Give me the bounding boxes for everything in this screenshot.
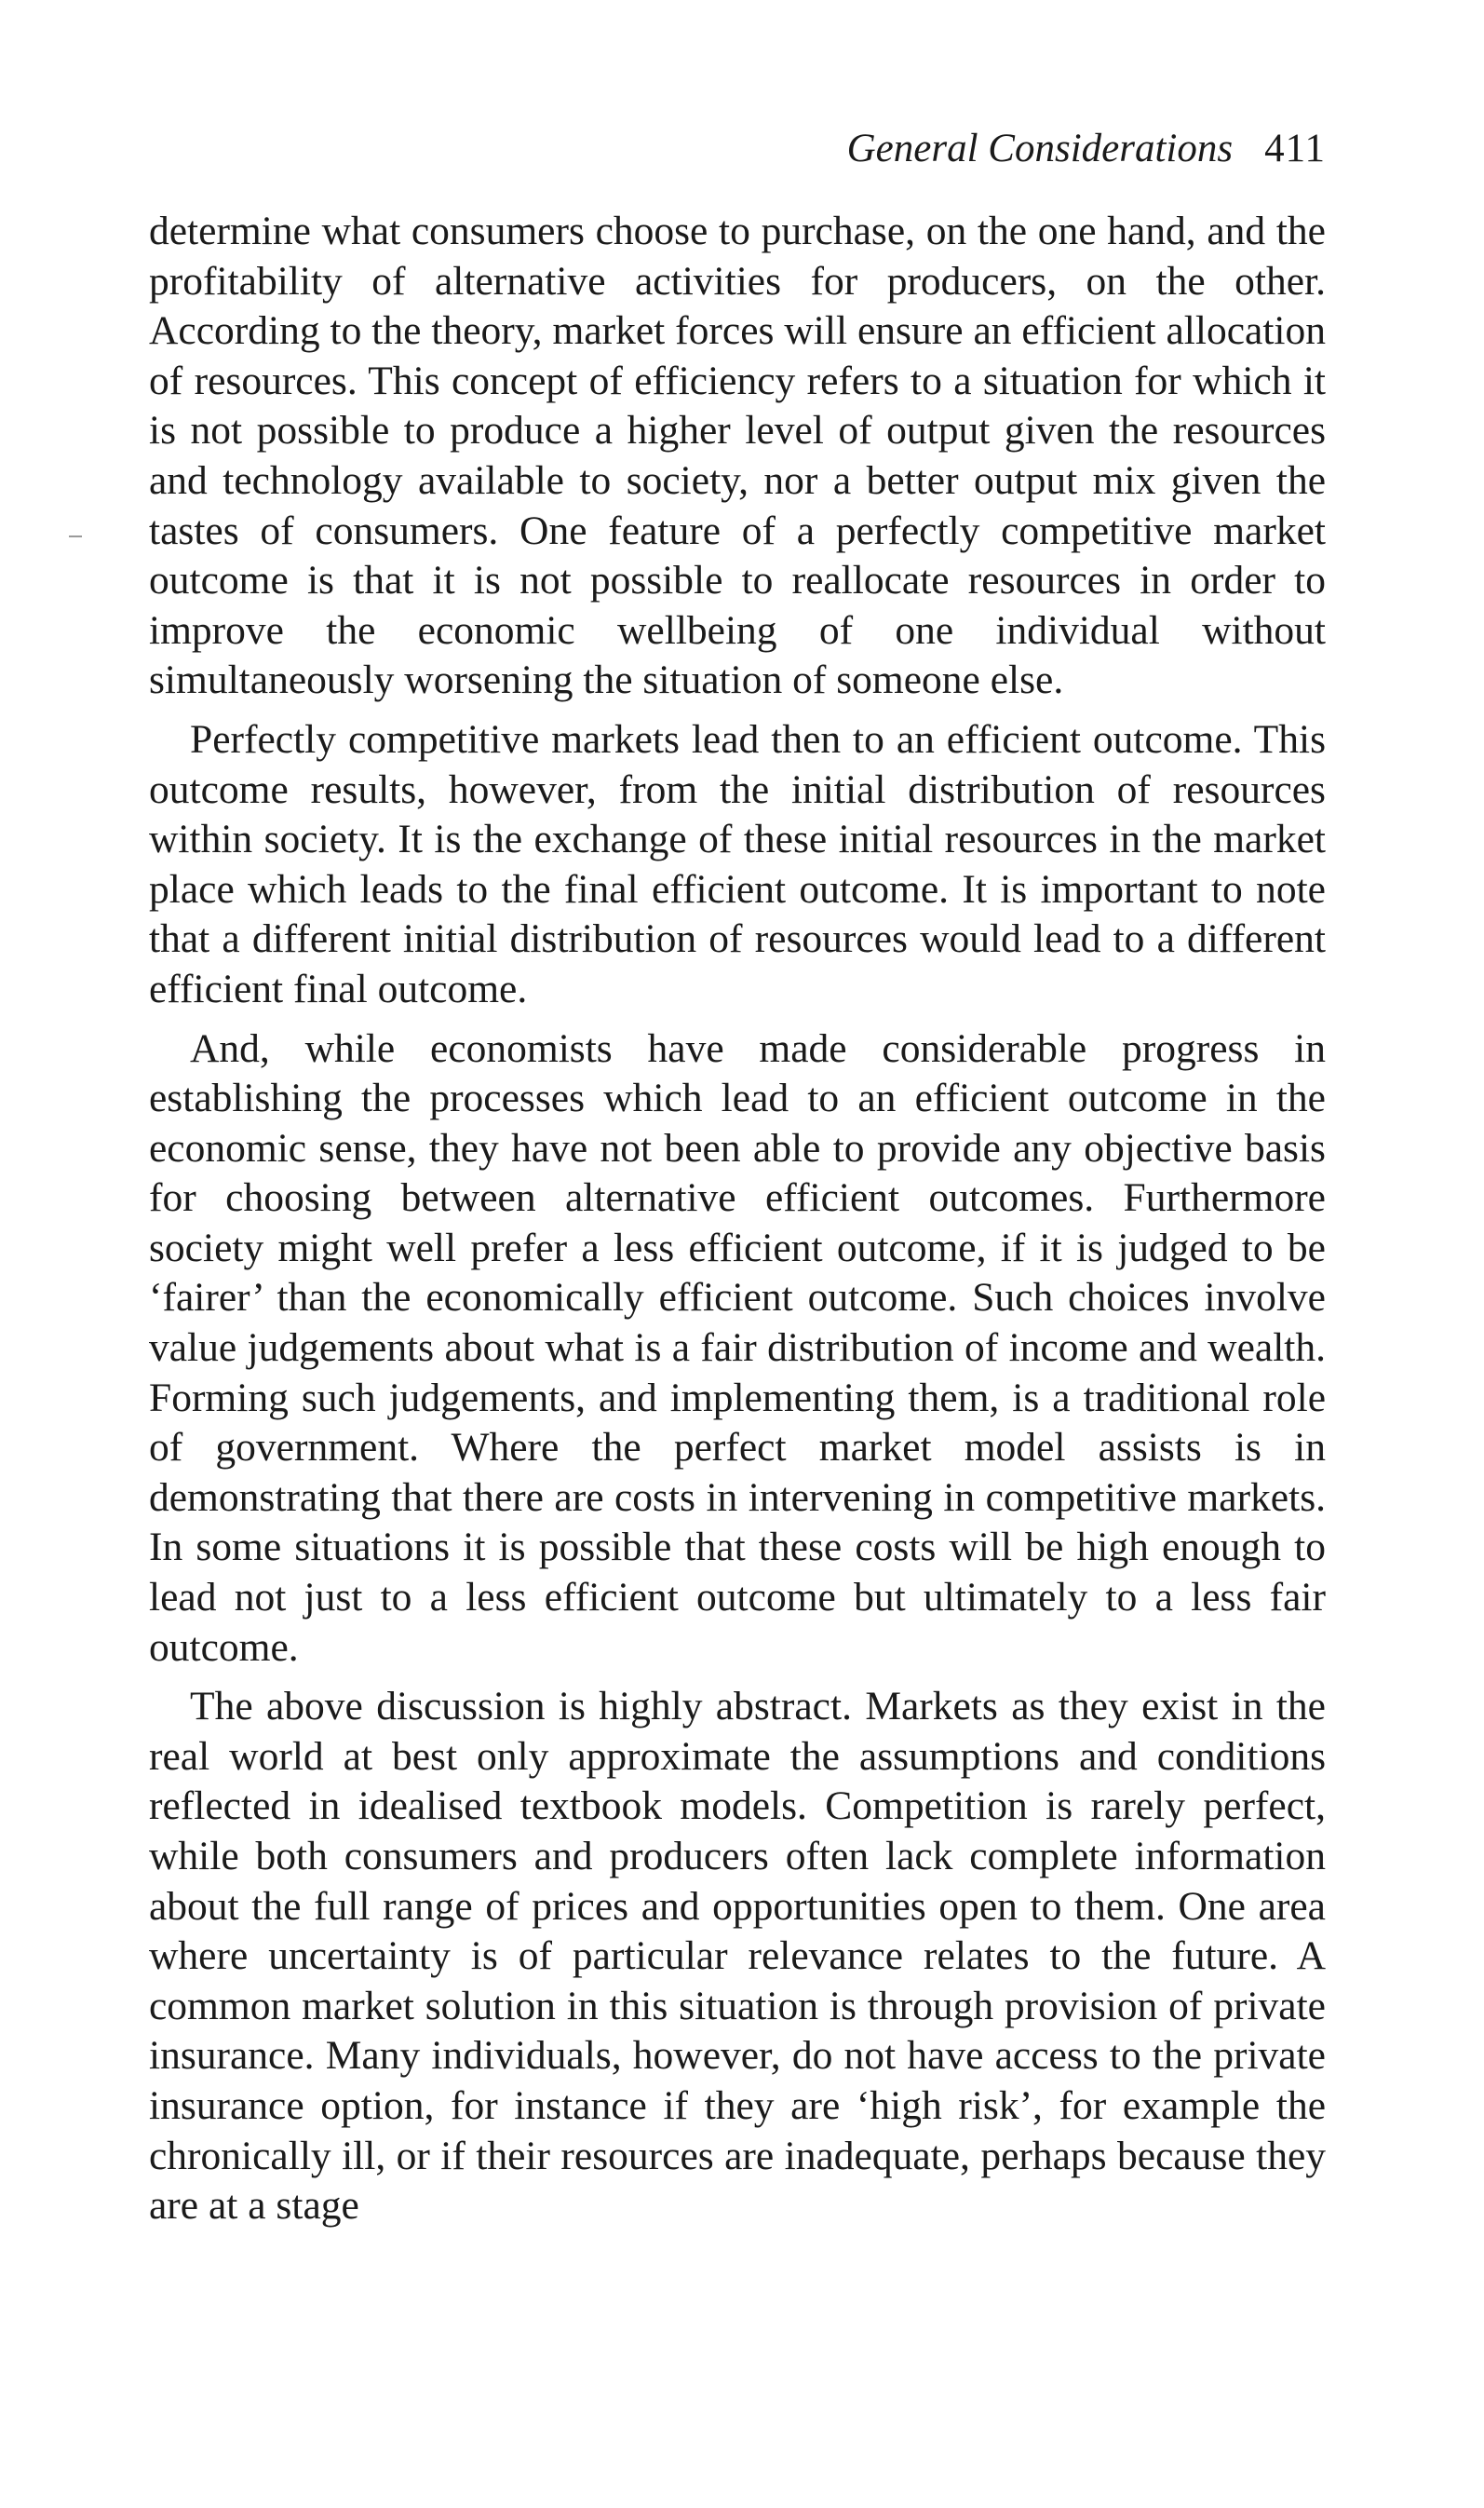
paragraph-2: Perfectly competitive markets lead then to an efficient outcome. This outcome results, however, from the initial distribution of resources within society. It is the exchange of these initial resources in the market place which leads to the final efficient outcome. It is important to note that a different initial distribution of resources would lead to a different efficient final outcome. [149,716,1326,1011]
margin-mark [69,535,82,537]
paragraph-4: The above discussion is highly abstract. Markets as they exist in the real world at best only approximate the assumptions and conditions reflected in idealised textbook models. Competition is rarely perfect, while both consumers and producers often lack complete information about the full range of prices and opportunities open to them. One area where uncertainty is of particular relevance relates to the future. A common market solution in this situation is through provision of private insurance. Many individuals, however, do not have access to the private insurance option, for instance if they are ‘high risk’, for example the chronically ill, or if their resources are inadequate, perhaps because they are at a stage [149,1684,1326,2229]
running-head [847,121,1326,177]
paragraph-3: And, while economists have made considerable progress in establishing the processes which lead to an efficient outcome in the economic sense, they have not been able to provide any objective basis for choosing between alternative efficient outcomes. Furthermore society might well prefer a less efficient outcome, if it is judged to be ‘fairer’ than the economically efficient outcome. Such choices involve value judgements about what is a fair distribution of income and wealth. Forming such judgements, and implementing them, is a traditional role of government. Where the perfect market model assists is in demonstrating that there are costs in intervening in competitive markets. In some situations it is possible that these costs will be high enough to lead not just to a less efficient outcome but ultimately to a less fair outcome. [149,1025,1326,1670]
page-number: 411 [1264,127,1326,170]
paragraph-1: determine what consumers choose to purchase, on the one hand, and the profitability of alternative activities for producers, on the other. According to the theory, market forces will ensure an efficient allocation of resources. This concept of efficiency refers to a situation for which it is not possible to produce a higher level of output given the resources and technology available to society, nor a better output mix given the tastes of consumers. One feature of a perfectly competitive market outcome is that it is not possible to reallocate resources in order to improve the economic wellbeing of one individual without simultaneously worsening the situation of someone else. [149,209,1326,703]
running-title: General Considerations [846,127,1234,170]
body-text [149,207,1326,2241]
